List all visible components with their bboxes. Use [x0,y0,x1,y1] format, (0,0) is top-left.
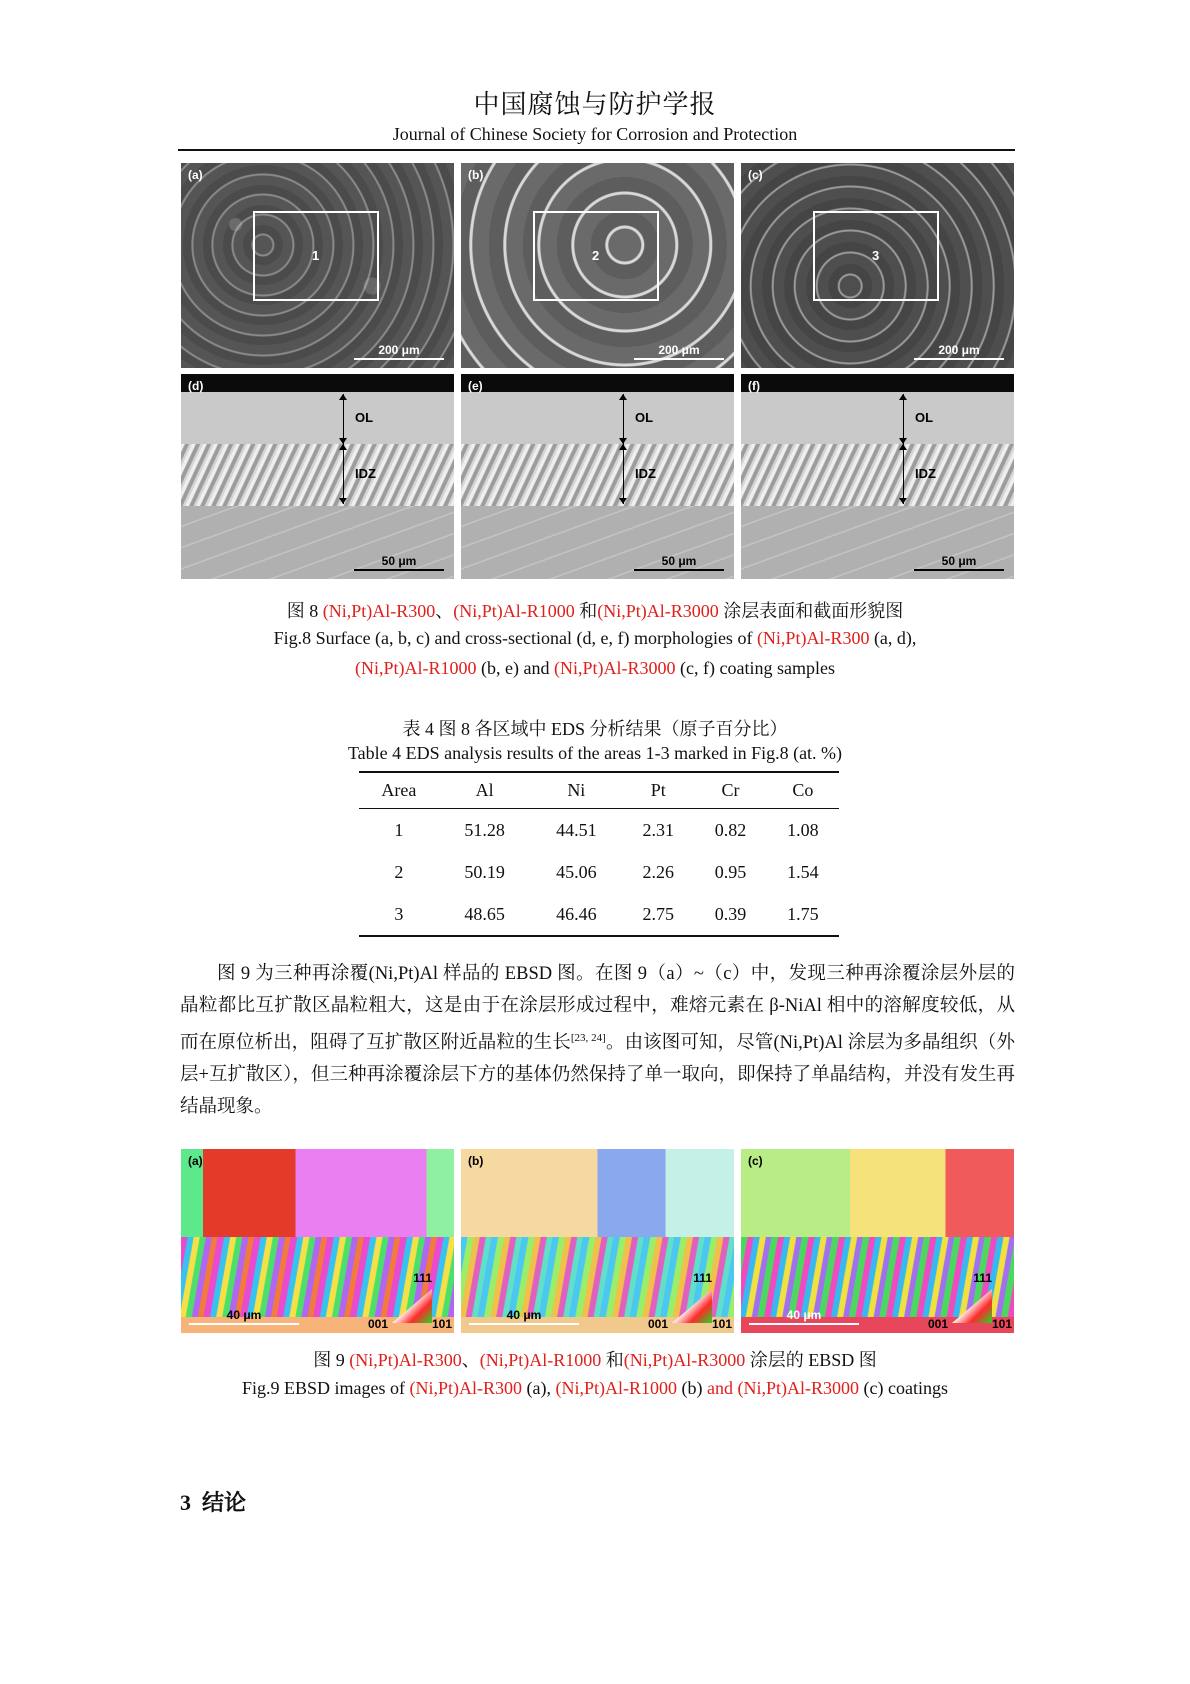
table-cell: 2 [394,861,404,882]
idz-arrow [623,444,624,504]
scale-bar [189,1308,299,1325]
table-cell: 1.75 [767,893,839,936]
scale-bar [354,554,444,571]
idz-arrow [903,444,904,504]
fig9-panel-b [461,1149,734,1333]
fig8-panel-d [181,374,454,579]
scale-bar-label: 50 μm [661,554,697,568]
fig9-caption-cn [0,1346,1190,1372]
ol-arrow [903,394,904,444]
idz-arrow [343,444,344,504]
journal-title-cn: 中国腐蚀与防护学报 [473,90,717,119]
journal-title-en: Journal of Chinese Society for Corrosion and Protection [392,124,798,144]
section-number: 3 [180,1490,191,1515]
panel-label: (b) [468,1154,484,1168]
caption-text: Fig.9 EBSD images of [242,1378,410,1398]
col-header: Cr [694,772,766,809]
header-rule [178,149,1015,151]
section-heading [180,1486,246,1517]
ol-label: OL [635,410,654,425]
panel-label: (d) [188,379,204,393]
col-header: Ni [530,772,622,809]
ipf-label-111: 111 [973,1271,992,1285]
table-row [359,809,839,852]
scale-bar-label: 200 μm [378,343,420,357]
section-title: 结论 [202,1490,247,1515]
ipf-label-111: 111 [693,1271,712,1285]
caption-text: (b, e) and [476,658,554,678]
table-cell: 1.54 [787,861,819,882]
caption-text: Fig.8 Surface (a, b, c) and cross-sectional (d, e, f) morphologies of [273,628,757,648]
col-header: Al [439,772,531,809]
sample-name: (Ni,Pt)Al-R3000 [554,658,676,678]
scale-bar [634,343,724,360]
ol-arrow [623,394,624,444]
fig8-panel-f [741,374,1014,579]
panel-label: (c) [748,168,763,182]
sample-name: (Ni,Pt)Al-R1000 [555,1378,678,1398]
ipf-label-001: 001 [927,1317,948,1331]
caption-text: 图 8 [286,601,323,621]
table-header-row [359,772,839,809]
sample-name: (Ni,Pt)Al-R3000 [737,1378,860,1398]
scale-bar [749,1308,859,1325]
caption-text: 涂层表面和截面形貌图 [718,601,904,621]
caption-text: (c) coatings [859,1378,948,1398]
idz-label: IDZ [355,466,376,481]
table-cell: 2.31 [642,819,675,840]
ol-label: OL [915,410,934,425]
scale-bar-label: 40 μm [506,1308,542,1322]
table4-title-en: Table 4 EDS analysis results of the areas 1-3 marked in Fig.8 (at. %) [347,743,843,763]
table-row [359,851,839,893]
panel-label: (c) [748,1154,763,1168]
sample-name: (Ni,Pt)Al-R300 [349,1350,462,1370]
col-header: Pt [622,772,694,809]
fig8-caption-en-line2 [0,658,1190,679]
scale-bar-label: 50 μm [381,554,417,568]
roi-label: 1 [312,248,320,263]
table-cell: 0.39 [694,893,766,936]
idz-label: IDZ [915,466,936,481]
fig8-panel-b [461,163,734,368]
table-cell: 2.26 [642,861,675,882]
panel-label: (b) [468,168,484,182]
scale-bar [634,554,724,571]
table-cell: 2.75 [622,893,694,936]
paragraph-text: 图 9 为三种再涂覆(Ni,Pt)Al 样品的 EBSD 图。在图 9（a）~（c）中，发现三种再涂覆涂层外层的晶粒都比互扩散区晶粒粗大，这是由于在涂层形成过程中，难熔元素在 β-NiAl 相中的溶解度较低，从而在原位析出，阻碍了互扩散区附近晶粒的生长 [180,964,1015,1054]
panel-label: (a) [188,1154,203,1168]
roi-label: 3 [872,248,880,263]
caption-text: (a, d), [869,628,917,648]
caption-text: 和 [574,601,598,621]
body-paragraph [180,958,1015,1123]
paragraph [180,958,1015,1123]
ol-label: OL [355,410,374,425]
ipf-label-001: 001 [647,1317,668,1331]
table-cell: 44.51 [556,819,597,840]
caption-text: 、 [461,1350,480,1370]
scale-bar [914,554,1004,571]
sample-name: (Ni,Pt)Al-R3000 [597,601,719,621]
caption-text: 、 [435,601,454,621]
scale-bar-label: 200 μm [658,343,700,357]
citation: [23, 24] [570,1032,606,1044]
ol-arrow [343,394,344,444]
sample-name: (Ni,Pt)Al-R1000 [479,1350,602,1370]
table-cell: 48.65 [439,893,531,936]
fig9-caption-en [0,1378,1190,1399]
table-cell: 45.06 [556,861,597,882]
caption-text: 涂层的 EBSD 图 [745,1350,877,1370]
ipf-label-001: 001 [367,1317,388,1331]
scale-bar-label: 200 μm [938,343,980,357]
scale-bar-label: 40 μm [226,1308,262,1322]
scale-bar-label: 40 μm [786,1308,822,1322]
fig8-panel-e [461,374,734,579]
roi-label: 2 [592,248,600,263]
table-cell: 1.08 [787,819,819,840]
table-cell: 1 [394,819,404,840]
fig9-panel-a [181,1149,454,1333]
fig8-panel-c [741,163,1014,368]
caption-text: (c, f) coating samples [675,658,835,678]
caption-text: (b) [677,1378,708,1398]
sample-name: (Ni,Pt)Al-R300 [322,601,436,621]
table-row [359,893,839,936]
table-cell: 51.28 [464,819,505,840]
fig8-caption-en-line1 [0,628,1190,649]
fig8-panel-a [181,163,454,368]
caption-text: 图 9 [313,1350,350,1370]
ipf-label-101: 101 [991,1317,1012,1331]
sample-name: (Ni,Pt)Al-R1000 [355,658,477,678]
scale-bar-label: 50 μm [941,554,977,568]
ipf-label-101: 101 [711,1317,732,1331]
col-header: Co [767,772,839,809]
caption-text: 和 [601,1350,624,1370]
scale-bar [469,1308,579,1325]
table-cell: 46.46 [530,893,622,936]
sample-name: (Ni,Pt)Al-R300 [756,628,870,648]
paragraph-text: 。由该图可知，尽管(Ni,Pt)Al 涂层为多晶组织（外层+互扩散区），但三种再涂覆涂层下方的基体仍然保持了单一取向，即保持了单晶结构，并没有发生再结晶现象。 [180,1033,1015,1118]
idz-label: IDZ [635,466,656,481]
table4 [359,771,839,937]
sample-name: (Ni,Pt)Al-R3000 [623,1350,746,1370]
table-cell: 0.95 [714,861,747,882]
sample-name: (Ni,Pt)Al-R300 [409,1378,523,1398]
scale-bar [914,343,1004,360]
table-cell: 3 [359,893,439,936]
fig8-caption-cn [0,597,1190,623]
table4-title-cn: 表 4 图 8 各区域中 EDS 分析结果（原子百分比） [402,719,788,739]
caption-text: (a), [522,1378,556,1398]
fig9-panel-c [741,1149,1014,1333]
ipf-label-111: 111 [413,1271,432,1285]
table-cell: 50.19 [464,861,505,882]
panel-label: (a) [188,168,203,182]
panel-label: (e) [468,379,483,393]
scale-bar [354,343,444,360]
caption-text: and [707,1378,734,1398]
table-cell: 0.82 [714,819,747,840]
col-header: Area [359,772,439,809]
ipf-label-101: 101 [431,1317,452,1331]
panel-label: (f) [748,379,760,393]
sample-name: (Ni,Pt)Al-R1000 [453,601,575,621]
